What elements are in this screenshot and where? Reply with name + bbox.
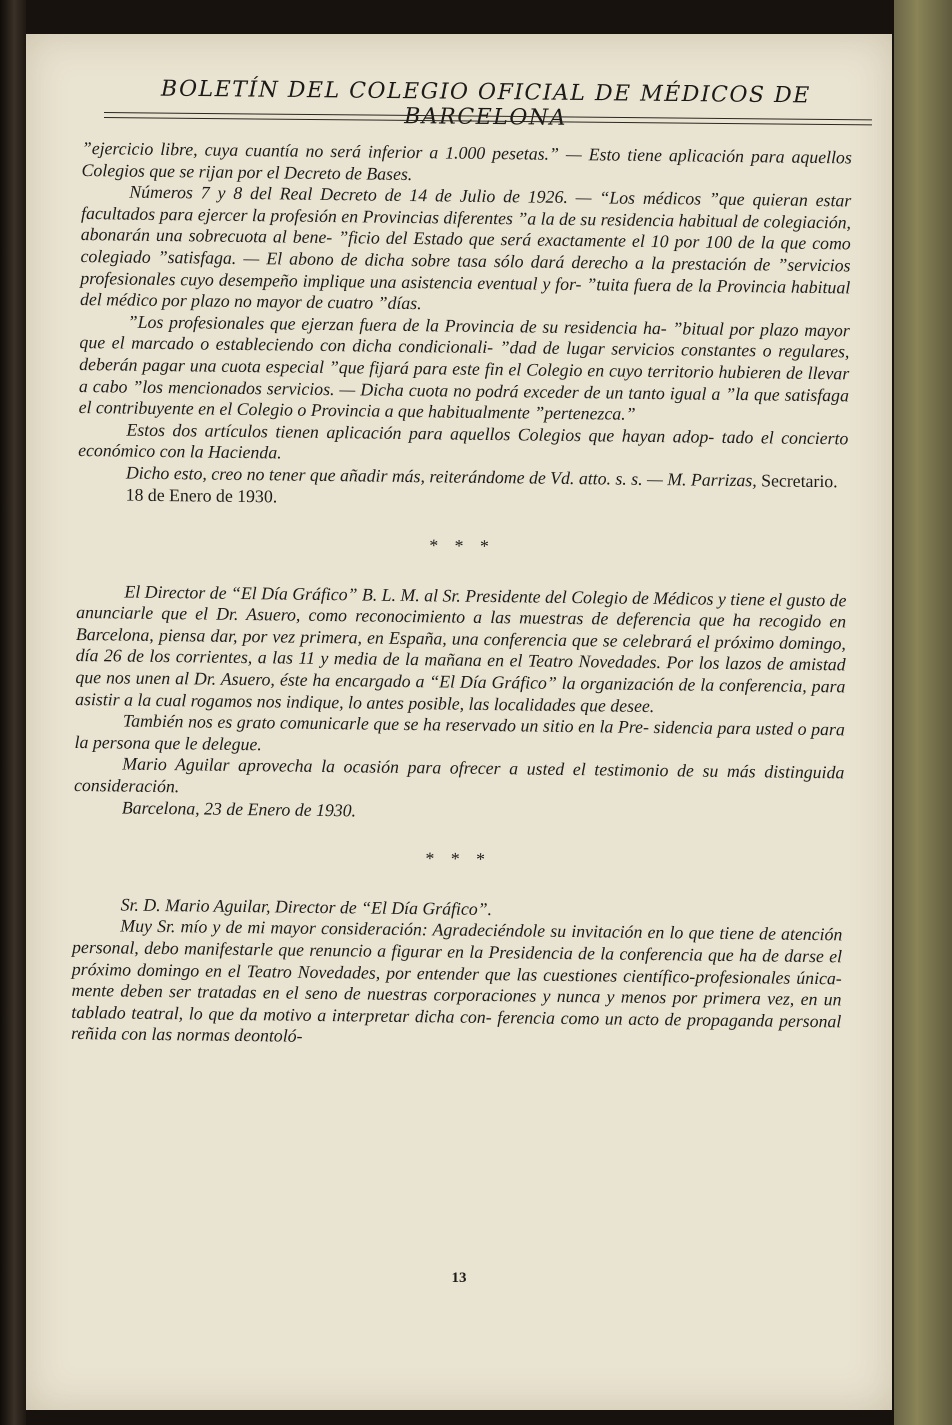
page-number: 13	[451, 1270, 467, 1286]
paragraph-9: Muy Sr. mío y de mi mayor consideración: Agradeciéndole su invitación en lo que tiene de atención personal, debo manifestarle que renuncio a figurar en la Presidencia de la conferencia que ha de darse el próximo domingo en el Teatro Novedades, por entender que las cuestiones científico-profesionales única- mente deben ser tratadas en el seno de nuestras corporaciones y nunca y menos por primera vez, en un tablado teatral, lo que da motivo a interpretar dicha con- ferencia como un acto de propaganda personal reñida con las normas deontoló-	[70, 915, 843, 1047]
section-separator-2: * * *	[425, 848, 492, 870]
signature-title: Secretario.	[761, 470, 838, 492]
document-page	[26, 34, 892, 1410]
paragraph-6: El Director de “El Día Gráfico” B. L. M. al Sr. Presidente del Colegio de Médicos y tiene el gusto de anunciarle que el Dr. Asuero, como reconocimiento a las muestras de deferencia que ha recogido en Barcelona, piensa dar, por vez primera, en España, una conferencia que se celebrará el próximo domingo, día 26 de los corrientes, a las 11 y media de la mañana en el Teatro Novedades. Por los lazos de amistad que nos unen al Dr. Asuero, éste ha encargado a “El Día Gráfico” la organización de la conferencia, para asistir a la cual rogamos nos indique, lo antes posible, las localidades que desee.	[75, 581, 847, 716]
section-separator-1: * * *	[429, 535, 495, 557]
date-1: 18 de Enero de 1930.	[125, 484, 278, 506]
date-2: Barcelona, 23 de Enero de 1930.	[121, 797, 357, 821]
paragraph-1: ”ejercicio libre, cuya cuantía no será inferior a 1.000 pesetas.” — Esto tiene aplicación para aquellos Colegios que se rijan por el Decreto de Bases.	[81, 138, 852, 184]
book-cover-edge	[894, 0, 952, 1425]
letter-salutation: Sr. D. Mario Aguilar, Director de “El Día Gráfico”.	[120, 894, 493, 919]
paragraph-4: Estos dos artículos tienen aplicación para aquellos Colegios que hayan adop- tado el concierto económico con la Hacienda.	[78, 419, 849, 463]
paragraph-8: Mario Aguilar aprovecha la ocasión para ofrecer a usted el testimonio de su más distinguida consideración.	[73, 753, 845, 797]
body-text	[71, 138, 852, 1054]
paragraph-7: También nos es grato comunicarle que se ha reservado un sitio en la Pre- sidencia para usted o para la persona que le delegue.	[74, 710, 845, 755]
page-header: BOLETÍN DEL COLEGIO OFICIAL DE MÉDICOS DE BARCELONA	[160, 76, 811, 131]
closing-text: Dicho esto, creo no tener que añadir más, reiterándome de Vd. atto. s. s. — M. Parrizas,	[125, 462, 757, 491]
paragraph-3: ”Los profesionales que ejerzan fuera de la Provincia de su residencia ha- ”bitual por plazo mayor que el marcado o estableciendo con dicha condicionali- ”dad de lugar servicios constantes o regulares, deberán pagar una cuota especial ”que fijará para este fin el Colegio en cuyo territorio hubieren de llevar a cabo ”los mencionados servicios. — Dicha cuota no podrá exceder de un tanto igual a ”la que satisfaga el contribuyente en el Colegio o Provincia a que habitualmente ”pertenezca.”	[78, 311, 850, 424]
book-spine-edge	[0, 0, 26, 1425]
paragraph-2: Números 7 y 8 del Real Decreto de 14 de Julio de 1926. — “Los médicos ”que quieran estar facultados para ejercer la profesión en Provincias diferentes ”a la de su residencia habitual de colegiación, abonarán una sobrecuota al bene- ”ficio del Estado que será exactamente el 10 por 100 de la que como colegiado ”satisfaga. — El abono de dicha sobre tasa sólo dará derecho a la prestación de ”servicios profesionales cuyo desempeño implique una asistencia eventual y for- ”tuita fuera de la Provincia habitual del médico por plazo no mayor de cuatro ”días.	[79, 181, 852, 314]
